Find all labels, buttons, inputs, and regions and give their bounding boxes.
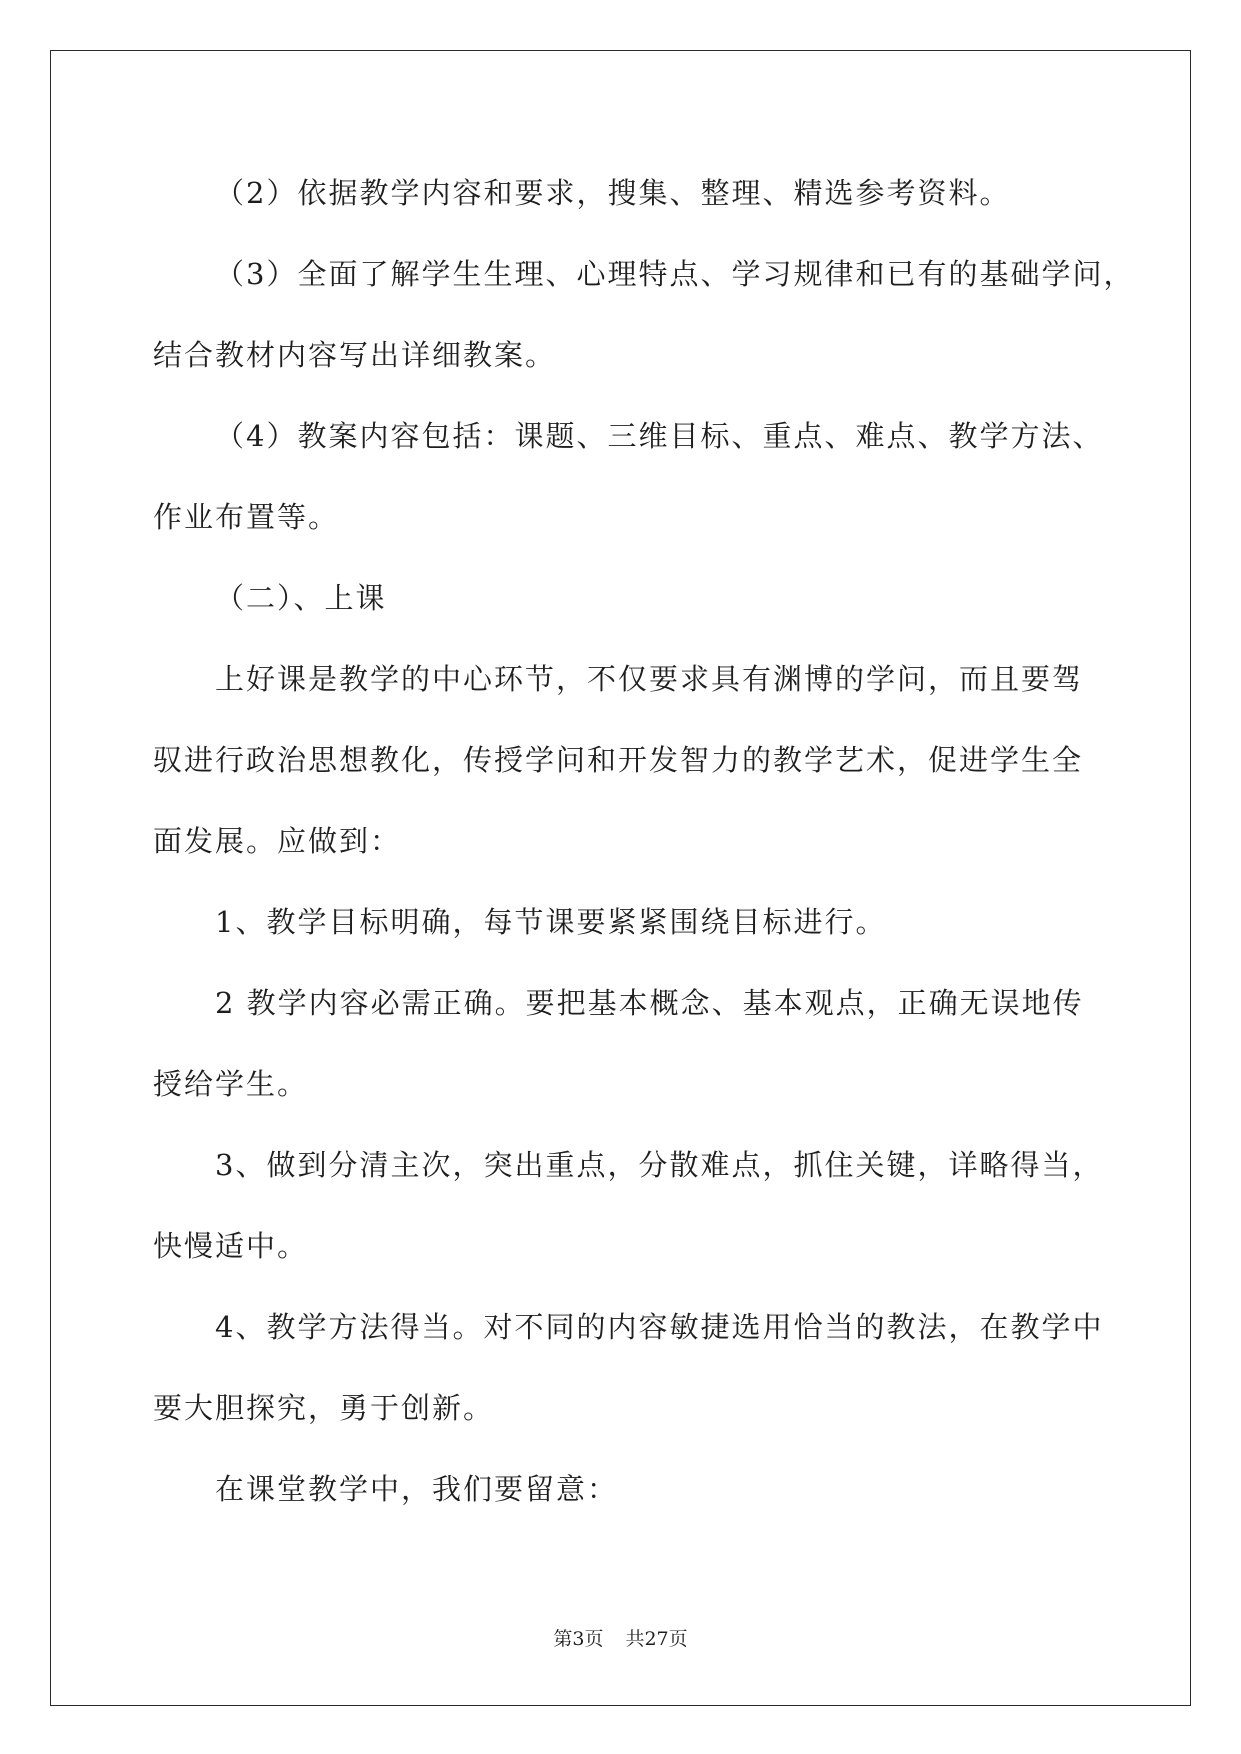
list-item: 2 教学内容必需正确。要把基本概念、基本观点，正确无误地传 bbox=[215, 986, 1084, 1020]
text-line: 结合教材内容写出详细教案。 bbox=[153, 338, 557, 372]
text-line: 授给学生。 bbox=[153, 1067, 309, 1101]
text-line: （2）依据教学内容和要求，搜集、整理、精选参考资料。 bbox=[215, 176, 1011, 210]
text-line: 要大胆探究，勇于创新。 bbox=[153, 1391, 495, 1425]
list-item: 4、教学方法得当。对不同的内容敏捷选用恰当的教法，在教学中 bbox=[215, 1310, 1104, 1344]
text-line: 驭进行政治思想教化，传授学问和开发智力的教学艺术，促进学生全 bbox=[153, 743, 1084, 777]
list-item: 1、教学目标明确，每节课要紧紧围绕目标进行。 bbox=[215, 905, 887, 939]
text-line: 作业布置等。 bbox=[153, 500, 340, 534]
text-line: 快慢适中。 bbox=[153, 1229, 309, 1263]
document-body bbox=[153, 153, 1153, 1530]
page-footer bbox=[0, 1626, 1241, 1652]
text-line: 上好课是教学的中心环节，不仅要求具有渊博的学问，而且要驾 bbox=[215, 662, 1084, 696]
section-heading: （二）、上课 bbox=[215, 581, 387, 615]
text-line: （3）全面了解学生生理、心理特点、学习规律和已有的基础学问， bbox=[215, 257, 1135, 291]
page-number: 第3页 bbox=[553, 1628, 604, 1650]
text-line: （4）教案内容包括：课题、三维目标、重点、难点、教学方法、 bbox=[215, 419, 1104, 453]
text-line: 在课堂教学中，我们要留意： bbox=[215, 1472, 619, 1506]
list-item: 3、做到分清主次，突出重点，分散难点，抓住关键，详略得当， bbox=[215, 1148, 1104, 1182]
text-line: 面发展。应做到： bbox=[153, 824, 402, 858]
page-total: 共27页 bbox=[625, 1628, 688, 1650]
